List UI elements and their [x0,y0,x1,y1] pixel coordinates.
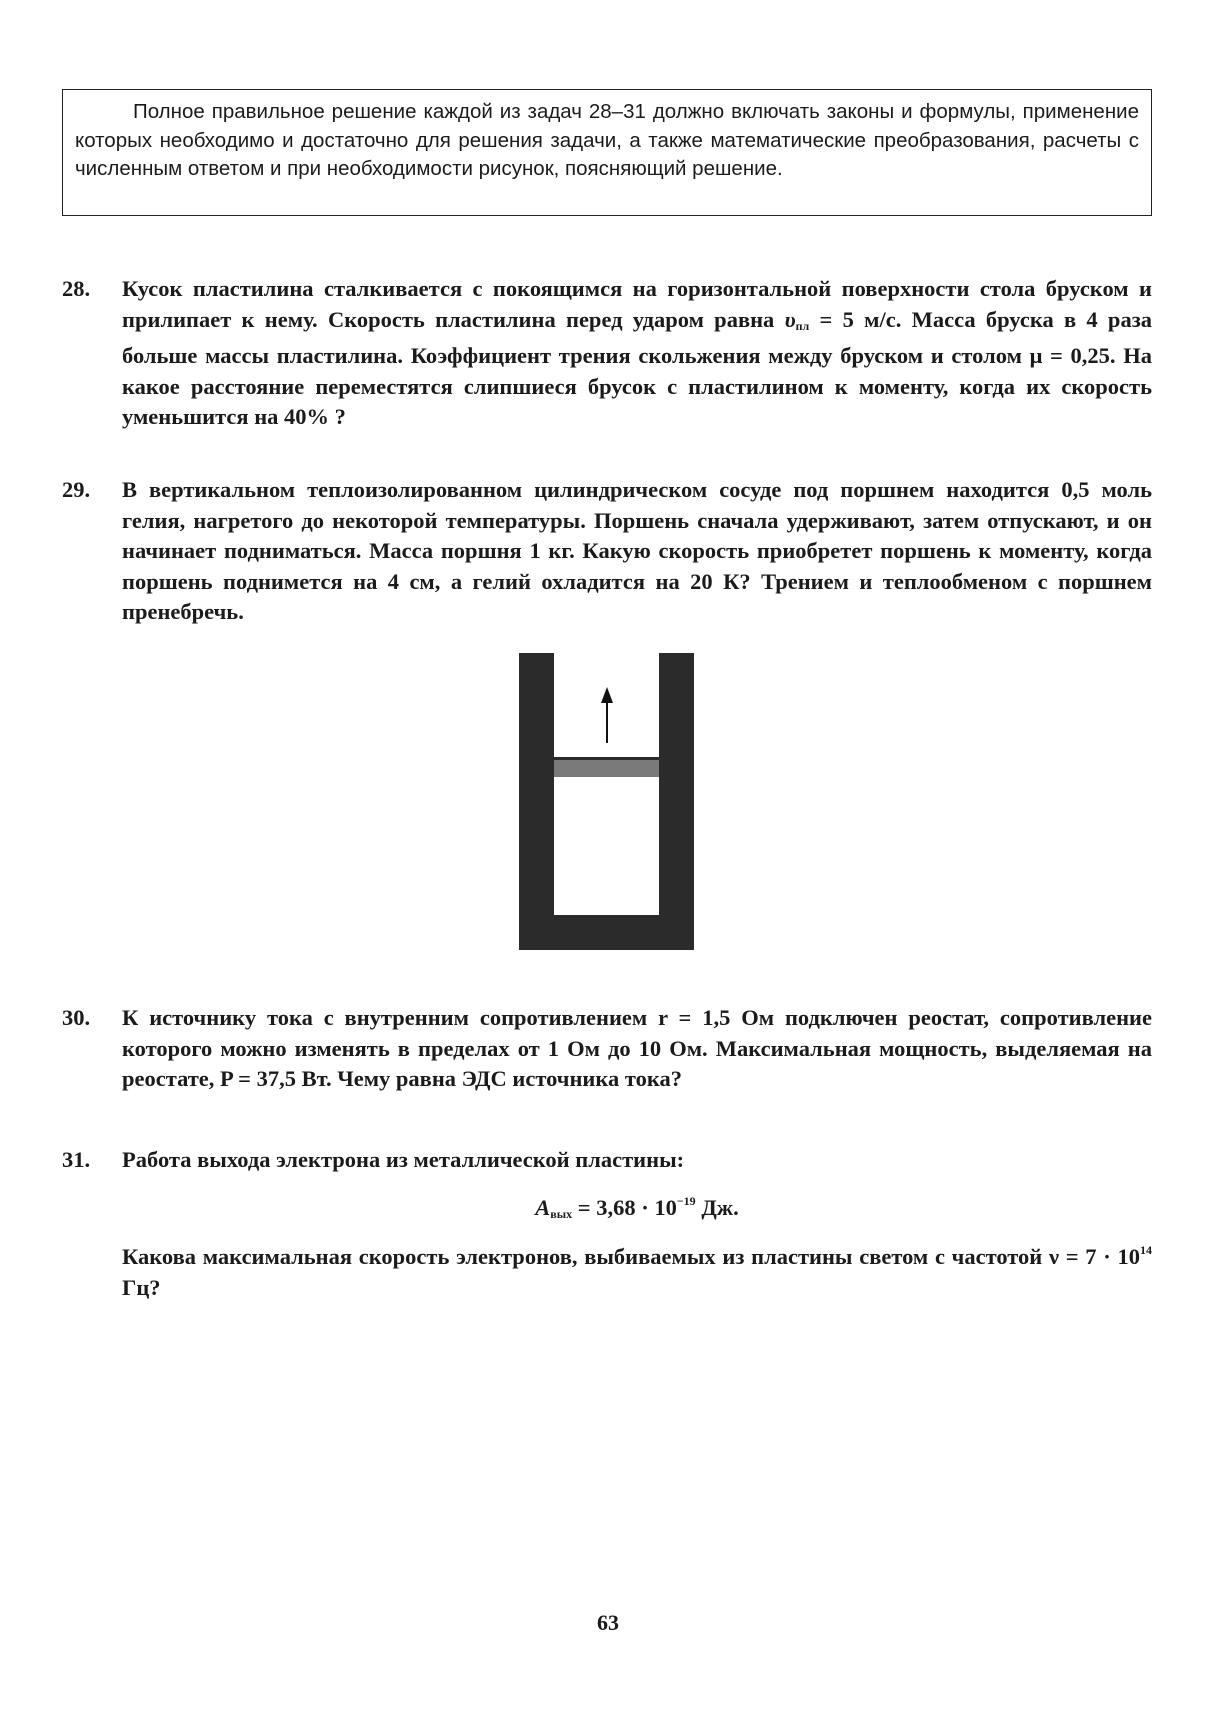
instructions-text: Полное правильное решение каждой из задач 28–31 должно включать законы и формулы, применение которых необходимо и достаточно для решения задачи, а также математические преобразования, расчеты с численным ответом и при необходимости рисунок, поясняющий решение. [75,100,1139,180]
piston-cylinder-diagram [519,653,694,950]
problem-question [122,1235,1152,1303]
question-text: Какова максимальная скорость электронов, выбиваемых из пластины светом с частотой ν = 7 · 10 [122,1244,1140,1269]
problem-30 [62,1003,1152,1095]
problem-number: 29. [62,477,91,502]
velocity-symbol: υ [784,306,796,332]
problem-number: 28. [62,276,91,301]
formula-exponent: −19 [676,1193,696,1208]
formula-subscript: вых [550,1206,573,1221]
piston-top-edge [554,757,659,760]
problem-31 [62,1145,1152,1303]
instructions-box [62,89,1152,216]
work-function-formula [122,1186,1152,1230]
piston [554,759,659,777]
question-text-end: Гц? [122,1274,161,1300]
problem-28 [62,274,1152,433]
problem-text: К источнику тока с внутренним сопротивлением r = 1,5 Ом подключен реостат, сопротивление которого можно изменять в пределах от 1 Ом до 10 Ом. Максимальная мощность, выделяемая на реостате, P = 37,5 Вт. Чему равна ЭДС источника тока? [122,1005,1152,1091]
problem-text-intro: Работа выхода электрона из металлической пластины: [122,1147,685,1172]
problem-number: 31. [62,1147,91,1172]
page-number: 63 [597,1610,619,1635]
problem-29 [62,475,1152,628]
problem-text: В вертикальном теплоизолированном цилиндрическом сосуде под поршнем находится 0,5 моль гелия, нагретого до некоторой температуры. Поршень сначала удерживают, затем отпускают, и он начинает подниматься. Масса поршня 1 кг. Какую скорость приобретет поршень к моменту, когда поршень поднимется на 4 см, а гелий охладится на 20 К? Трением и теплообменом с поршнем пренебречь. [122,477,1152,624]
formula-variable: A [535,1194,551,1220]
formula-value: = 3,68 · 10 [572,1194,677,1220]
problem-number: 30. [62,1005,91,1030]
problem-text-part: Кусок пластилина сталкивается с покоящимся на горизонтальной поверхности стола бруском и прилипает к нему. Скорость пластилина перед ударом равна [122,276,1152,332]
velocity-subscript: пл [795,318,810,333]
frequency-exponent: 14 [1140,1243,1152,1257]
problem-text-part: = 5 м/с. Масса бруска в 4 раза больше массы пластилина. Коэффициент трения скольжения между бруском и столом μ = 0,25. На какое расстояние переместятся слипшиеся брусок с пластилином к моменту, когда их скорость уменьшится на 40% ? [122,306,1152,429]
formula-unit: Дж. [695,1194,739,1220]
problem-text [122,274,1152,433]
